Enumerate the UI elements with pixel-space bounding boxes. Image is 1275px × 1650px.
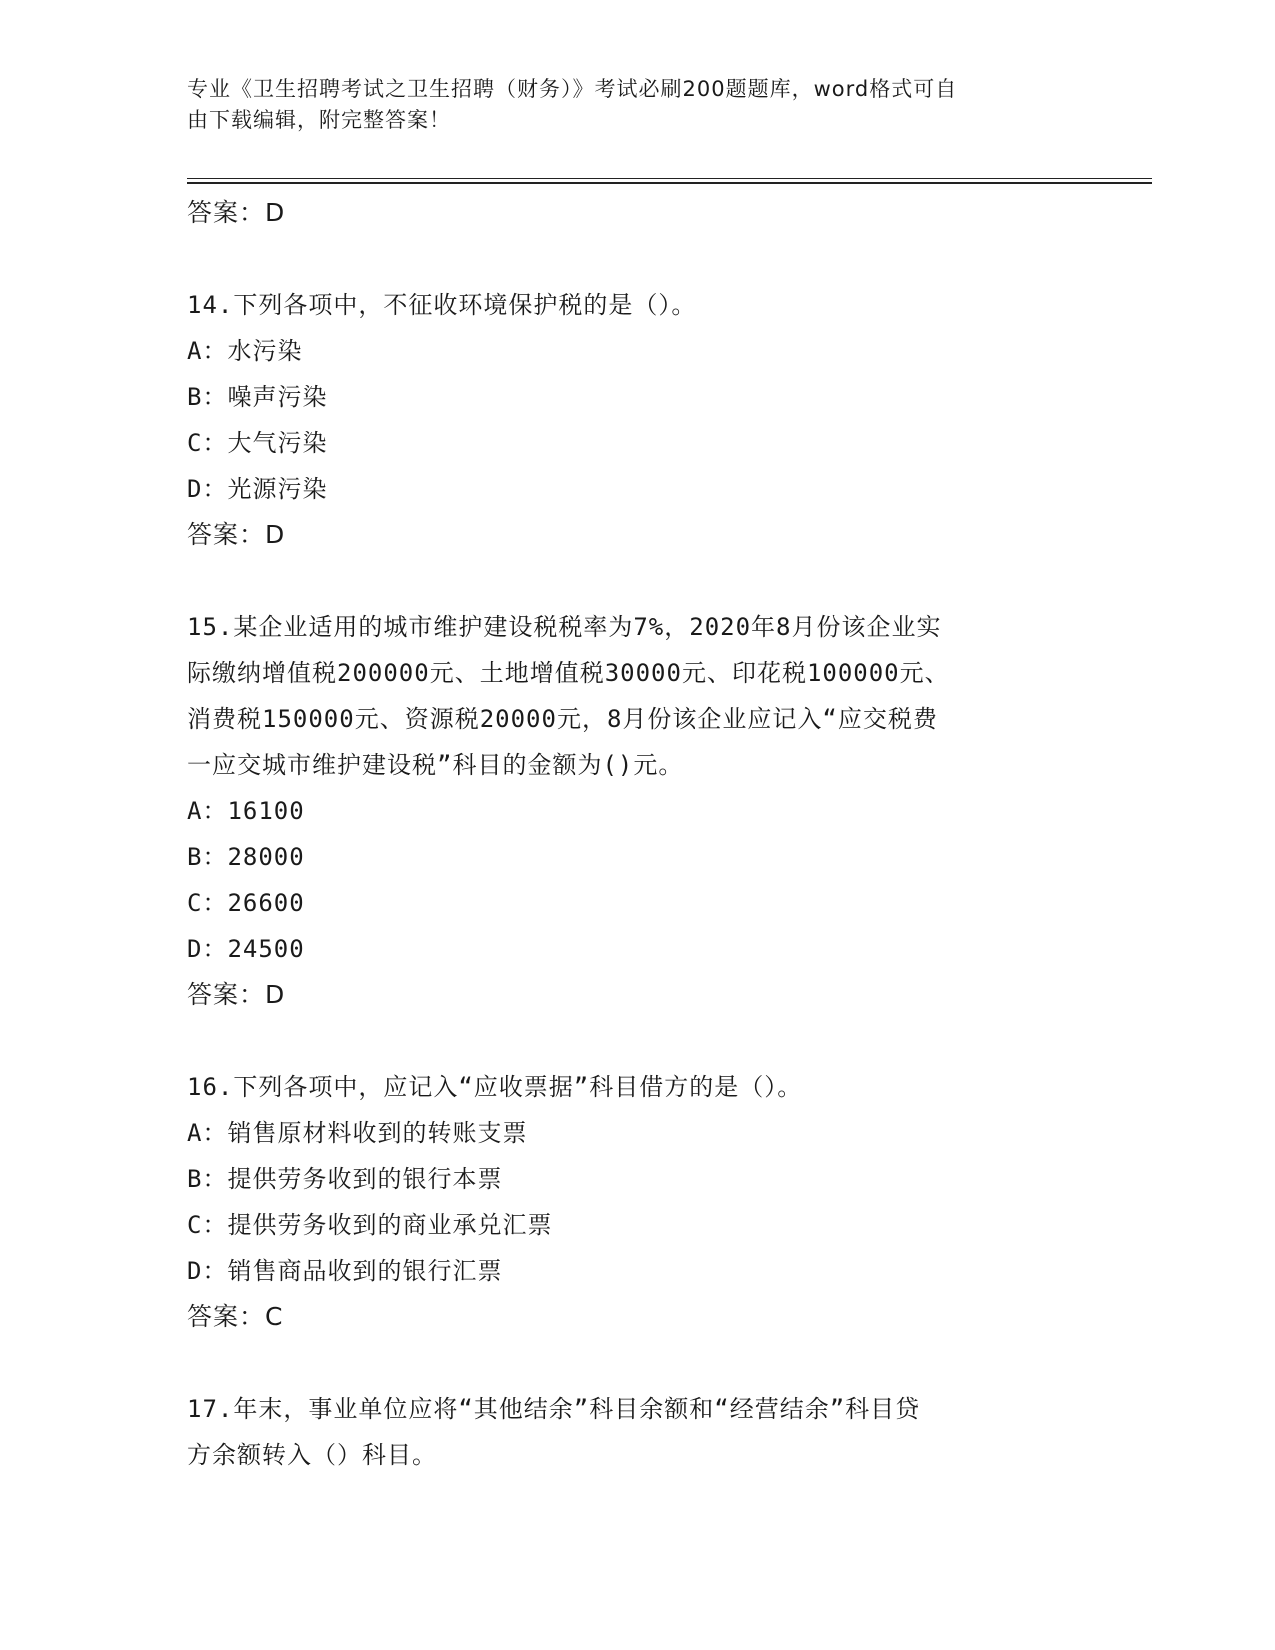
- question-text: [187, 282, 1067, 328]
- option-a: A：16100: [187, 797, 305, 825]
- question-15: [187, 604, 1087, 1018]
- answer: 答案：D: [187, 520, 286, 549]
- header-rule-thin: [187, 178, 1152, 179]
- question-text: [187, 1386, 1067, 1478]
- option-d: D：光源污染: [187, 475, 328, 503]
- question-line: 一应交城市维护建设税”科目的金额为()元。: [187, 751, 684, 779]
- answer: 答案：C: [187, 1302, 284, 1331]
- option-d: D：销售商品收到的银行汇票: [187, 1257, 503, 1285]
- spacer: [187, 236, 1087, 282]
- page-header: [187, 74, 1087, 136]
- option-c: C：26600: [187, 889, 305, 917]
- option-b: B：噪声污染: [187, 383, 328, 411]
- question-text: [187, 604, 1067, 788]
- option-a: A：水污染: [187, 337, 303, 365]
- question-line: 15.某企业适用的城市维护建设税税率为7%，2020年8月份该企业实: [187, 613, 942, 641]
- option-d: D：24500: [187, 935, 305, 963]
- answer: 答案：D: [187, 980, 286, 1009]
- question-line: 方余额转入（）科目。: [187, 1441, 437, 1469]
- question-text: [187, 1064, 1067, 1110]
- option-c: C：提供劳务收到的商业承兑汇票: [187, 1211, 553, 1239]
- spacer: [187, 1340, 1087, 1386]
- previous-answer: 答案：D: [187, 198, 286, 227]
- question-line: 14.下列各项中，不征收环境保护税的是（）。: [187, 291, 697, 319]
- spacer: [187, 558, 1087, 604]
- question-line: 消费税150000元、资源税20000元，8月份该企业应记入“应交税费: [187, 705, 938, 733]
- question-list: [187, 190, 1087, 1478]
- question-line: 际缴纳增值税200000元、土地增值税30000元、印花税100000元、: [187, 659, 950, 687]
- question-line: 17.年末，事业单位应将“其他结余”科目余额和“经营结余”科目贷: [187, 1395, 921, 1423]
- question-17: [187, 1386, 1087, 1478]
- option-a: A：销售原材料收到的转账支票: [187, 1119, 528, 1147]
- header-rule-thick: [187, 182, 1152, 184]
- option-b: B：28000: [187, 843, 305, 871]
- option-b: B：提供劳务收到的银行本票: [187, 1165, 503, 1193]
- question-line: 16.下列各项中，应记入“应收票据”科目借方的是（）。: [187, 1073, 803, 1101]
- spacer: [187, 1018, 1087, 1064]
- question-14: [187, 282, 1087, 558]
- question-16: [187, 1064, 1087, 1340]
- header-line-2: 由下载编辑，附完整答案！: [187, 108, 451, 132]
- header-line-1: 专业《卫生招聘考试之卫生招聘（财务）》考试必刷200题题库，word格式可自: [187, 77, 958, 101]
- option-c: C：大气污染: [187, 429, 328, 457]
